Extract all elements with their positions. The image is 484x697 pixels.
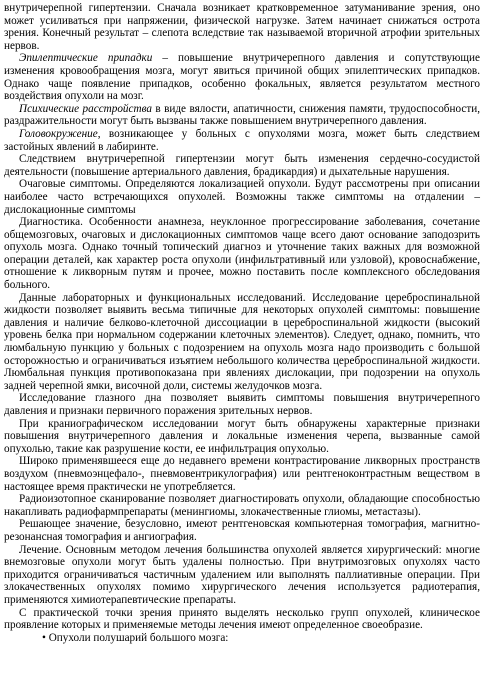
paragraph-epileptic-seizures: [4, 52, 480, 102]
paragraph-craniography: При краниографическом исследовании могут быть обнаружены характерные признаки повышения внутричерепного давления и локальные изменения черепа, вызванные самой опухолью, такие как разрушение кости, ее инфильтрация опухолью.: [4, 417, 480, 455]
paragraph-laboratory-data: Данные лабораторных и функциональных исследований. Исследование цереброспинальной жидкости позволяет выявить весьма типичные для некоторых опухолей симптомы: повышение давления и наличие белково-клеточной диссоциации в цереброспинальной жидкости (высокий уровень белка при нормальном содержании клеточных элементов). Следует, однако, помнить, что люмбальную пункцию у больных с подозрением на опухоль мозга надо производить с большой осторожностью и ограничиваться изъятием небольшого количества цереброспинальной жидкости. Люмбальная пункция противопоказана при явлениях дислокации, при подозрении на опухоль задней черепной ямки, височной доли, системы желудочков мозга.: [4, 291, 480, 392]
term-dizziness: Головокружение: [19, 127, 98, 140]
paragraph-contrast-studies: Широко применявшееся еще до недавнего времени контрастирование ликворных пространств воздухом (пневмоэнцефало-, пневмовентрикулография) или рентгеноконтрастным веществом в настоящее время практически не употребляется.: [4, 455, 480, 493]
paragraph-diagnostics: Диагностика. Особенности анамнеза, неуклонное прогрессирование заболевания, сочетание общемозговых, очаговых и дислокационных симптомов чаще всего дают основание заподозрить опухоль мозга. Однако точный топический диагноз и уточнение таких важных для возможной операции деталей, как характер роста опухоли (инфильтративный или узловой), кровоснабжение, отношение к ликворным путям и прочее, можно поставить после комплексного обследования больного.: [4, 216, 480, 292]
paragraph-body: в виде вялости, апатичности, снижения памяти, трудоспособности, раздражительности могут быть вызваны также повышением внутричерепного давления.: [4, 102, 480, 128]
paragraph-body: , возникающее у больных с опухолями мозга, может быть следствием застойных явлений в лабиринте.: [4, 127, 480, 153]
term-mental-disorders: Психические расстройства: [19, 102, 152, 115]
paragraph-focal-symptoms: Очаговые симптомы. Определяются локализацией опухоли. Будут рассмотрены при описании наиболее часто встречающихся опухолей. Возможны также симптомы на отдалении – дислокационные симптомы: [4, 178, 480, 216]
paragraph-radioisotope-scan: Радиоизотопное сканирование позволяет диагностировать опухоли, обладающие способностью накапливать радиофармпрепараты (менингиомы, злокачественные глиомы, метастазы).: [4, 493, 480, 518]
paragraph-mental-disorders: [4, 103, 480, 128]
paragraph-cardiovascular-effects: Следствием внутричерепной гипертензии могут быть изменения сердечно-сосудистой деятельности (повышение артериального давления, брадикардия) и дыхательные нарушения.: [4, 153, 480, 178]
term-epileptic-seizures: Эпилептические припадки: [19, 52, 153, 65]
paragraph-fundus-exam: Исследование глазного дна позволяет выявить симптомы повышения внутричерепного давления и признаки первичного поражения зрительных нервов.: [4, 392, 480, 417]
paragraph-tomography: Решающее значение, безусловно, имеют рентгеновская компьютерная томография, магнитно-резонансная томография и ангиография.: [4, 518, 480, 543]
paragraph-intracranial-hypertension-vision: внутричерепной гипертензии. Сначала возникает кратковременное затуманивание зрения, оно может усиливаться при напряжении, физической нагрузке. Затем начинает снижаться острота зрения. Конечный результат – слепота вследствие так называемой вторичной атрофии зрительных нервов.: [4, 2, 480, 52]
paragraph-treatment: Лечение. Основным методом лечения большинства опухолей является хирургический: многие внемозговые опухоли могут быть удалены полностью. При внутримозговых опухолях часто приходится ограничиваться частичным удалением или выполнять паллиативные операции. При злокачественных опухолях помимо хирургического лечения используется радиотерапия, применяются химиотерапевтические препараты.: [4, 543, 480, 606]
paragraph-dizziness: [4, 128, 480, 153]
paragraph-tumor-groups: С практической точки зрения принято выделять несколько групп опухолей, клиническое проявление которых и применяемые методы лечения имеют определенное своеобразие.: [4, 606, 480, 632]
list-item-hemisphere-tumors: • Опухоли полушарий большого мозга:: [42, 631, 229, 644]
paragraph-body: – повышение внутричерепного давления и сопутствующие изменения кровообращения мозга, могут явиться причиной общих эпилептических припадков. Однако чаще появление припадков, особенно фокальных, является результатом местного воздействия опухоли на мозг.: [4, 52, 480, 103]
